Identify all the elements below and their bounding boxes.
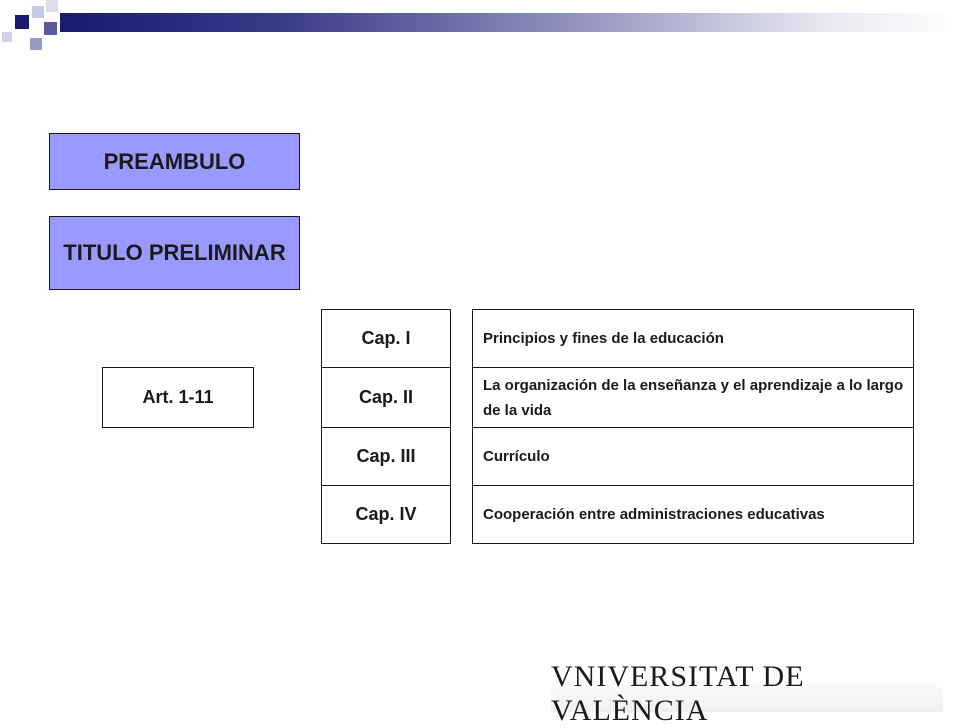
chapter-description-2: La organización de la enseñanza y el aprendizaje a lo largo de la vida: [472, 367, 914, 428]
chapter-box-4: Cap. IV: [321, 485, 451, 544]
chapter-description-1: Principios y fines de la educación: [472, 309, 914, 368]
chapter-column: [321, 309, 451, 544]
preambulo-box: PREAMBULO: [49, 133, 300, 190]
articulos-box: Art. 1-11: [102, 367, 254, 428]
university-logo: VNIVERSITAT DE VALÈNCIA: [551, 676, 943, 712]
chapter-box-3: Cap. III: [321, 427, 451, 486]
description-column: [472, 309, 914, 544]
titulo-preliminar-box: TITULO PRELIMINAR: [49, 216, 300, 290]
chapter-box-1: Cap. I: [321, 309, 451, 368]
chapter-description-3: Currículo: [472, 427, 914, 486]
chapter-description-4: Cooperación entre administraciones educativas: [472, 485, 914, 544]
chapter-box-2: Cap. II: [321, 367, 451, 428]
header-gradient-bar: [60, 13, 960, 32]
